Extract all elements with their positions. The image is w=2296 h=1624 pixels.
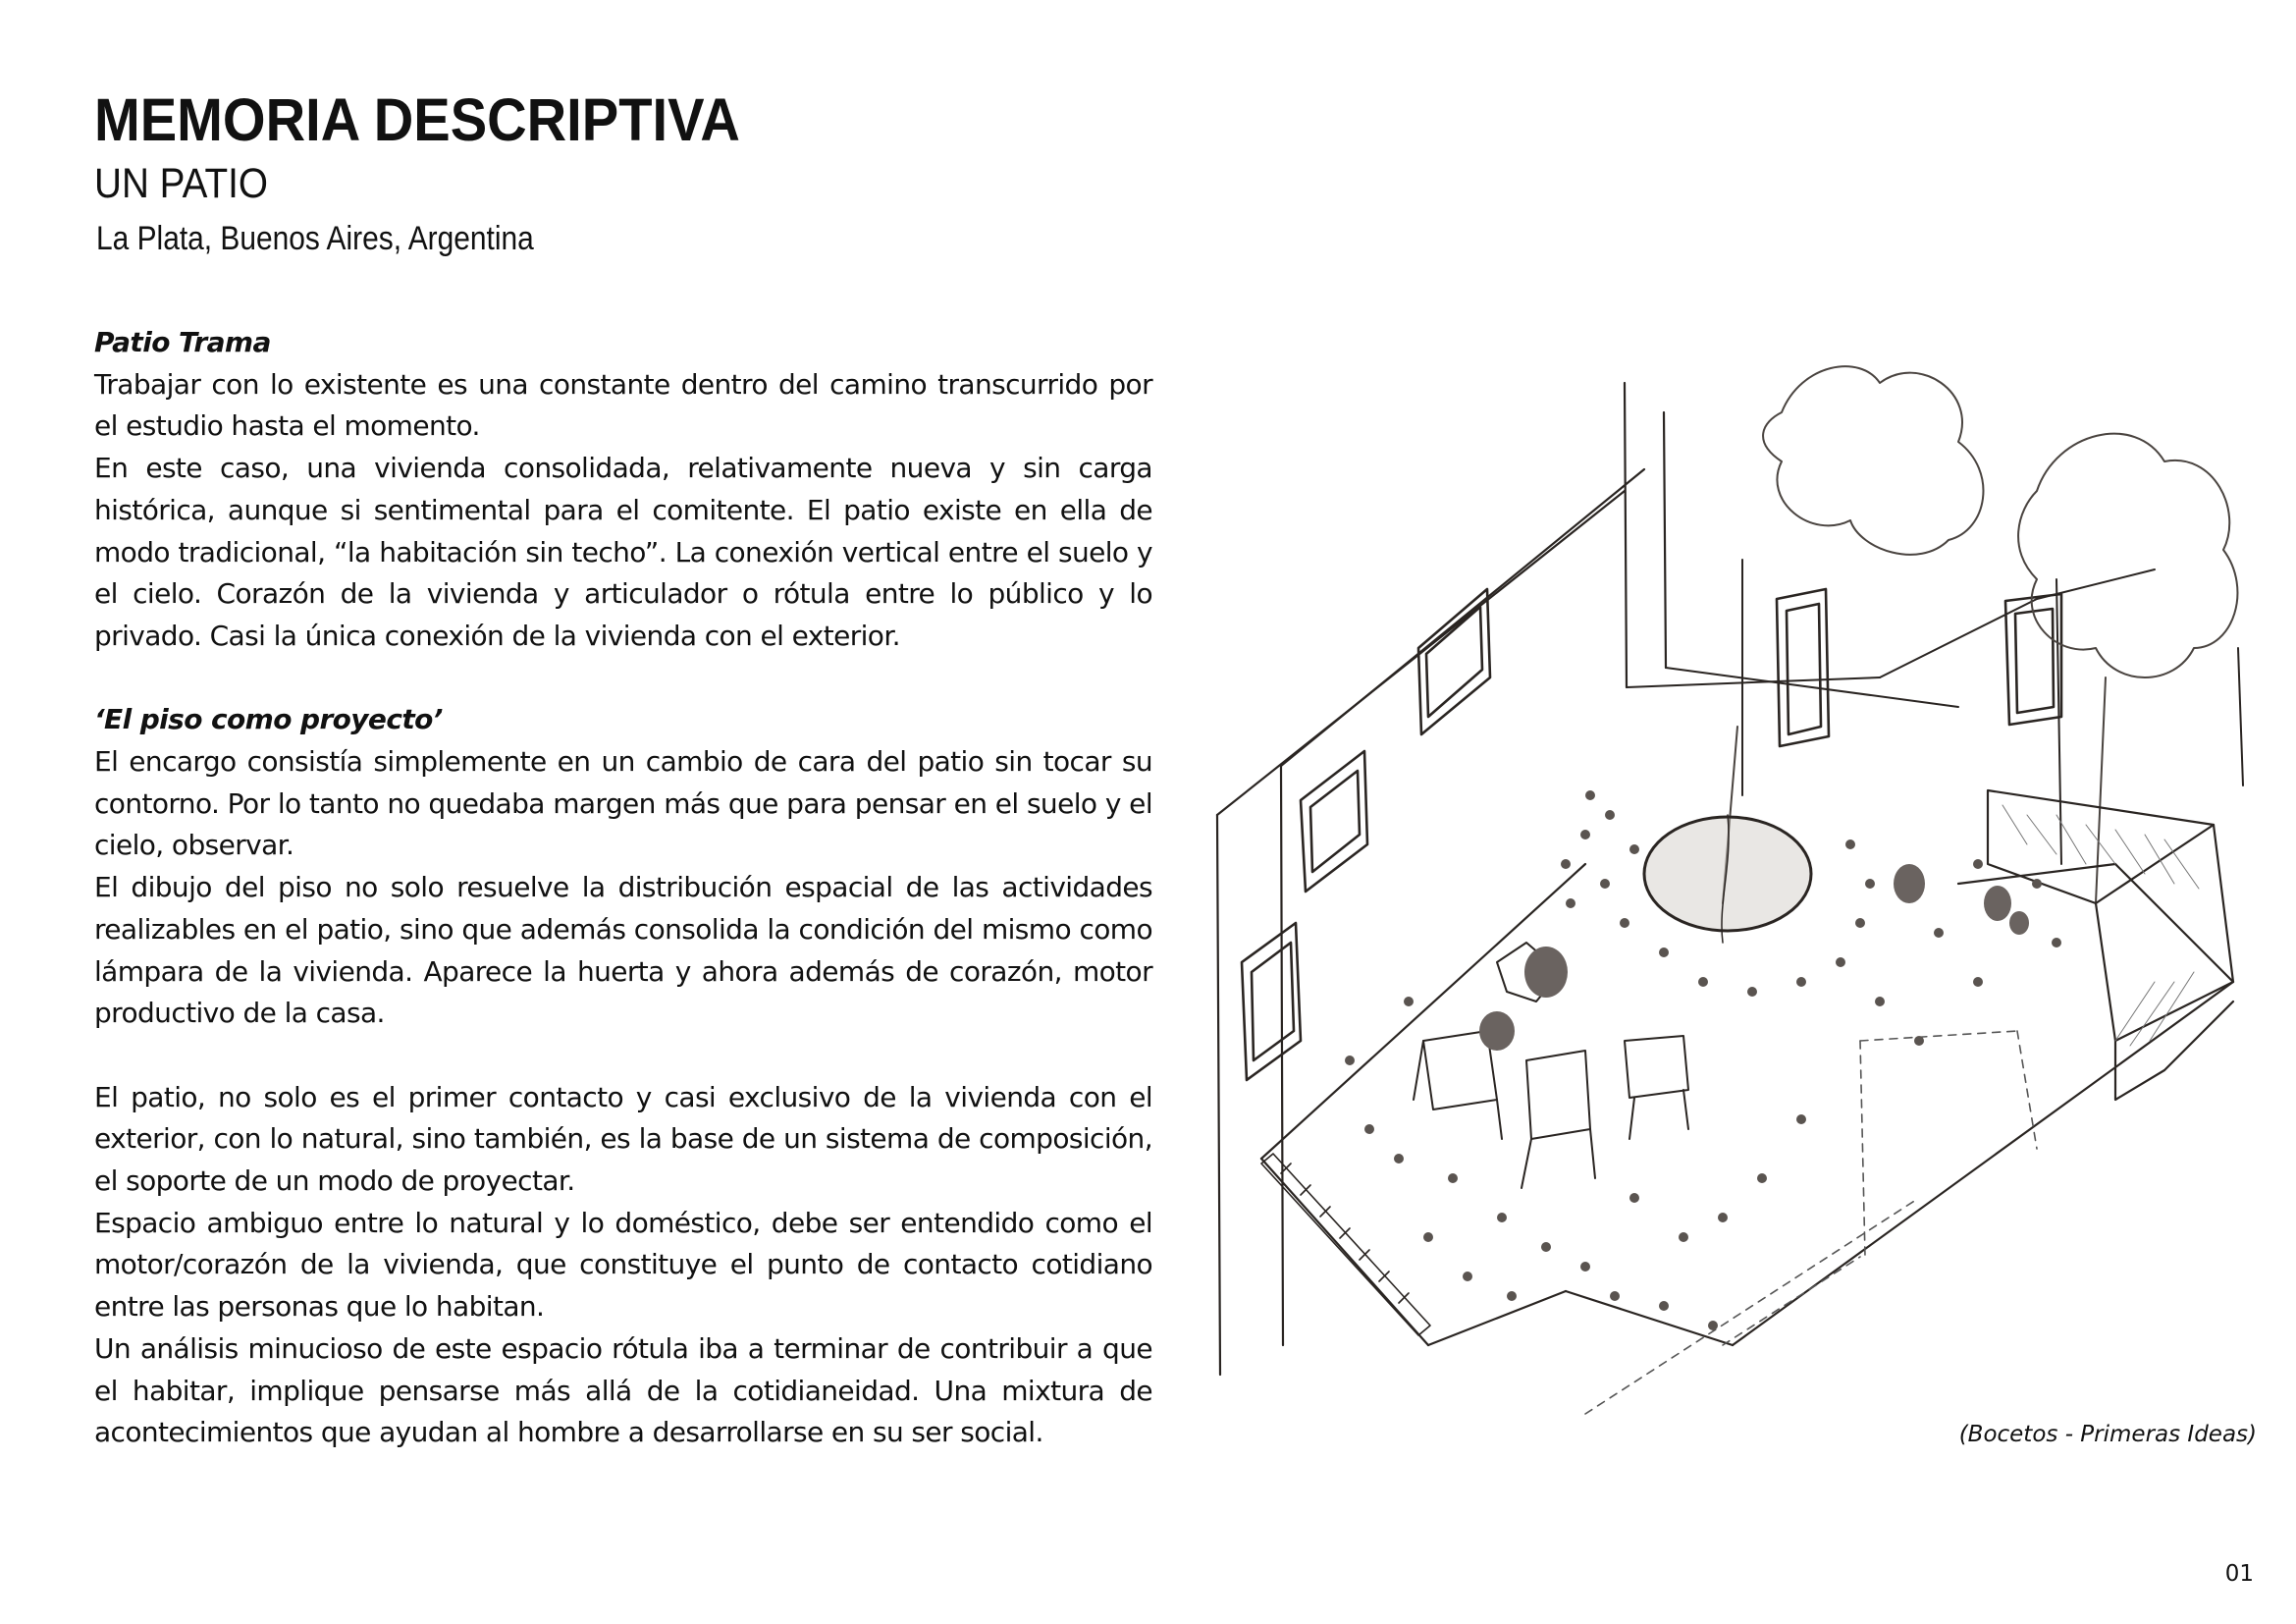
project-name: UN PATIO: [94, 160, 269, 207]
paragraph: Trabajar con lo existente es una constante dentro del camino transcurrido por el estudio hasta el momento.: [94, 367, 1152, 443]
sketch-drawing: [1173, 353, 2272, 1522]
project-location: La Plata, Buenos Aires, Argentina: [96, 220, 534, 257]
figure-caption: (Bocetos - Primeras Ideas): [1958, 1422, 2257, 1447]
paragraph: El encargo consistía simplemente en un cambio de cara del patio sin tocar su contorno. Por lo tanto no quedaba margen más que para pensar en el suelo y el cielo, observar.: [94, 745, 1152, 862]
section-heading-piso-proyecto: ‘El piso como proyecto’: [94, 703, 443, 736]
paragraph: El dibujo del piso no solo resuelve la distribución espacial de las actividades realizables en el patio, sino que además consolida la condición del mismo como lámpara de la vivienda. Aparece la huerta y ahora además de corazón, motor productivo de la casa.: [94, 871, 1152, 1030]
paragraph: En este caso, una vivienda consolidada, relativamente nueva y sin carga histórica, aunque si sentimental para el comitente. El patio existe en ella de modo tradicional, “la habitación sin techo”. La conexión vertical entre el suelo y el cielo. Corazón de la vivienda y articulador o rótula entre lo público y lo privado. Casi la única conexión de la vivienda con el exterior.: [94, 452, 1152, 652]
paragraph: Un análisis minucioso de este espacio rótula iba a terminar de contribuir a que el habitar, implique pensarse más allá de la cotidianeidad. Una mixtura de acontecimientos que ayudan al hombre a desarrollarse en su ser social.: [94, 1331, 1152, 1449]
patio-sketch-illustration: [1173, 353, 2272, 1522]
page-title: MEMORIA DESCRIPTIVA: [94, 86, 740, 153]
paragraph: Espacio ambiguo entre lo natural y lo doméstico, debe ser entendido como el motor/corazón de la vivienda, que constituye el punto de contacto cotidiano entre las personas que lo habitan.: [94, 1206, 1152, 1324]
paragraph: El patio, no solo es el primer contacto y casi exclusivo de la vivienda con el exterior, con lo natural, sino también, es la base de un sistema de composición, el soporte de un modo de proyectar.: [94, 1080, 1152, 1198]
description-text: [94, 322, 1152, 1454]
section-heading-patio-trama: Patio Trama: [94, 326, 271, 358]
page-number: 01: [2224, 1561, 2254, 1587]
